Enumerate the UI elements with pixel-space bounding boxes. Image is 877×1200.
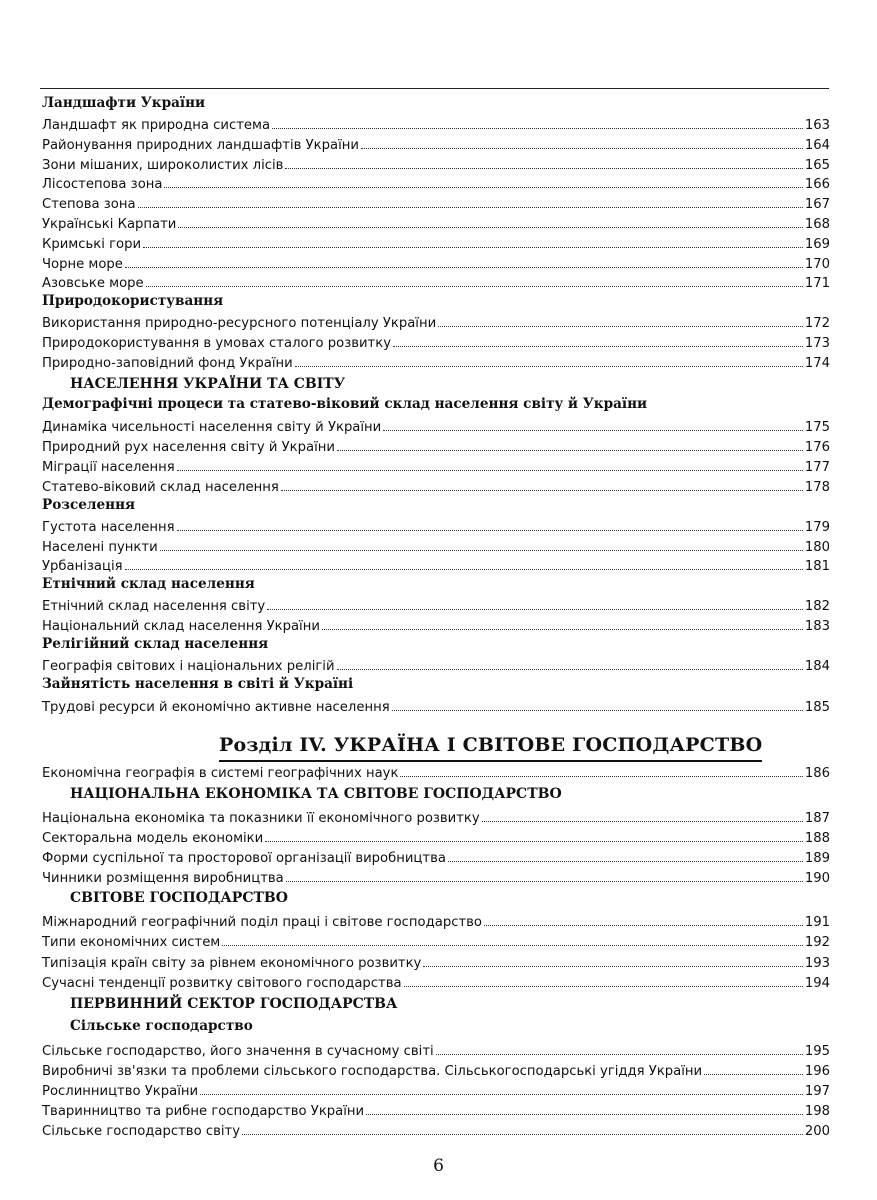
toc-entry-title: Зони мішаних, широколистих лісів [42, 158, 284, 173]
toc-entry-title: Ландшафт як природна система [42, 118, 271, 133]
toc-entry [42, 656, 830, 676]
toc-entry-title: Густота населення [42, 520, 175, 535]
dot-leader [177, 517, 803, 531]
subsection-heading: Демографічні процеси та статево-віковий склад населення світу й України [42, 396, 648, 412]
toc-entry [42, 273, 830, 293]
toc-entry-page: 177 [804, 460, 830, 475]
toc-entry [42, 417, 830, 437]
toc-entry-page: 183 [804, 619, 830, 634]
section-heading: НАЦІОНАЛЬНА ЕКОНОМІКА ТА СВІТОВЕ ГОСПОДАРСТВО [70, 786, 562, 802]
dot-leader [322, 616, 803, 630]
toc-entry-title: Сільське господарство, його значення в сучасному світі [42, 1044, 434, 1059]
toc-entry [42, 194, 830, 214]
dot-leader [143, 234, 803, 248]
toc-entry-page: 196 [804, 1064, 830, 1079]
toc-entry [42, 953, 830, 973]
toc-entry-title: Сучасні тенденції розвитку світового господарства [42, 976, 402, 991]
toc-entry-page: 191 [804, 915, 830, 930]
toc-entry-page: 164 [804, 138, 830, 153]
toc-entry [42, 763, 830, 783]
toc-entry-title: Українські Карпати [42, 217, 177, 232]
subsection-heading: Зайнятість населення в світі й Україні [42, 676, 354, 692]
toc-entry [42, 828, 830, 848]
toc-entry-page: 197 [804, 1084, 830, 1099]
dot-leader [392, 697, 803, 711]
toc-entry-title: Природний рух населення світу й України [42, 440, 335, 455]
toc-entry-page: 198 [804, 1104, 830, 1119]
dot-leader [423, 953, 802, 967]
toc-entry-title: Національна економіка та показники її економічного розвитку [42, 811, 480, 826]
toc-entry-title: Трудові ресурси й економічно активне населення [42, 700, 390, 715]
toc-entry-title: Чинники розміщення виробництва [42, 871, 284, 886]
toc-entry-title: Національний склад населення України [42, 619, 320, 634]
toc-entry [42, 537, 830, 557]
toc-entry-page: 189 [804, 851, 830, 866]
toc-entry-page: 182 [804, 599, 830, 614]
toc-entry-page: 174 [804, 356, 830, 371]
toc-entry-title: Географія світових і національних релігій [42, 659, 335, 674]
toc-entry [42, 313, 830, 333]
dot-leader [267, 596, 803, 610]
toc-entry-page: 190 [804, 871, 830, 886]
toc-entry-title: Тваринництво та рибне господарство України [42, 1104, 365, 1119]
dot-leader [242, 1121, 803, 1135]
toc-entry-title: Азовське море [42, 276, 144, 291]
dot-leader [704, 1061, 803, 1075]
toc-entry [42, 1121, 830, 1141]
toc-entry-title: Районування природних ландшафтів України [42, 138, 359, 153]
subsection-heading: Розселення [42, 497, 136, 513]
toc-entry-page: 187 [804, 811, 830, 826]
toc-entry-page: 169 [804, 237, 830, 252]
toc-entry-title: Типи економічних систем [42, 935, 221, 950]
toc-entry-page: 188 [804, 831, 830, 846]
toc-entry [42, 254, 830, 274]
dot-leader [200, 1081, 803, 1095]
toc-entry-page: 179 [804, 520, 830, 535]
toc-entry [42, 1041, 830, 1061]
toc-entry-title: Лісостепова зона [42, 177, 163, 192]
toc-entry-title: Виробничі зв'язки та проблеми сільського господарства. Сільськогосподарські угіддя України [42, 1064, 703, 1079]
subsection-heading: Сільське господарство [70, 1018, 253, 1034]
section-heading: СВІТОВЕ ГОСПОДАРСТВО [70, 890, 288, 906]
toc-entry [42, 457, 830, 477]
dot-leader [160, 537, 803, 551]
toc-entry-title: Міжнародний географічний поділ праці і світове господарство [42, 915, 482, 930]
toc-entry-title: Сільське господарство світу [42, 1124, 241, 1139]
toc-entry-page: 167 [804, 197, 830, 212]
toc-entry-title: Кримські гори [42, 237, 142, 252]
toc-entry [42, 973, 830, 993]
toc-entry [42, 437, 830, 457]
toc-entry-page: 165 [804, 158, 830, 173]
toc-entry-title: Населені пункти [42, 540, 158, 555]
dot-leader [177, 457, 803, 471]
toc-entry [42, 868, 830, 888]
dot-leader [138, 194, 803, 208]
dot-leader [366, 1101, 803, 1115]
toc-entry [42, 477, 830, 497]
toc-entry [42, 1061, 830, 1081]
toc-entry [42, 517, 830, 537]
dot-leader [222, 932, 803, 946]
toc-entry-page: 181 [804, 559, 830, 574]
toc-entry [42, 596, 830, 616]
toc-entry-page: 168 [804, 217, 830, 232]
toc-entry-title: Економічна географія в системі географічних наук [42, 766, 399, 781]
toc-entry-title: Степова зона [42, 197, 136, 212]
toc-entry-title: Природокористування в умовах сталого розвитку [42, 336, 391, 351]
toc-entry-page: 180 [804, 540, 830, 555]
toc-entry-title: Використання природно-ресурсного потенціалу України [42, 316, 437, 331]
toc-entry [42, 353, 830, 373]
toc-entry [42, 135, 830, 155]
toc-entry-title: Міграції населення [42, 460, 175, 475]
dot-leader [295, 353, 803, 367]
toc-entry [42, 1101, 830, 1121]
page-number: 6 [433, 1156, 444, 1176]
dot-leader [337, 437, 803, 451]
dot-leader [272, 115, 803, 129]
toc-entry-page: 166 [804, 177, 830, 192]
toc-entry-title: Типізація країн світу за рівнем економічного розвитку [42, 956, 422, 971]
part-heading: Розділ IV. УКРАЇНА І СВІТОВЕ ГОСПОДАРСТВО [219, 732, 762, 762]
dot-leader [285, 155, 802, 169]
toc-entry-page: 192 [804, 935, 830, 950]
toc-entry-page: 176 [804, 440, 830, 455]
toc-entry-title: Рослинництво України [42, 1084, 199, 1099]
toc-entry-page: 178 [804, 480, 830, 495]
dot-leader [400, 763, 802, 777]
toc-entry-page: 186 [804, 766, 830, 781]
toc-entry-page: 175 [804, 420, 830, 435]
toc-entry [42, 234, 830, 254]
dot-leader [337, 656, 803, 670]
top-rule [40, 88, 829, 89]
toc-entry-page: 173 [804, 336, 830, 351]
dot-leader [361, 135, 803, 149]
toc-entry [42, 616, 830, 636]
toc-entry-page: 195 [804, 1044, 830, 1059]
dot-leader [125, 556, 803, 570]
toc-entry [42, 848, 830, 868]
toc-entry-page: 163 [804, 118, 830, 133]
toc-entry-page: 184 [804, 659, 830, 674]
toc-entry [42, 333, 830, 353]
toc-entry-title: Форми суспільної та просторової організації виробництва [42, 851, 446, 866]
toc-entry [42, 115, 830, 135]
toc-entry [42, 214, 830, 234]
dot-leader [281, 477, 803, 491]
toc-entry [42, 556, 830, 576]
toc-entry [42, 932, 830, 952]
section-heading: ПЕРВИННИЙ СЕКТОР ГОСПОДАРСТВА [70, 996, 398, 1012]
dot-leader [436, 1041, 803, 1055]
dot-leader [393, 333, 803, 347]
dot-leader [404, 973, 803, 987]
dot-leader [484, 912, 803, 926]
subsection-heading: Релігійний склад населення [42, 636, 269, 652]
toc-entry-title: Секторальна модель економіки [42, 831, 264, 846]
dot-leader [482, 808, 803, 822]
section-heading: НАСЕЛЕННЯ УКРАЇНИ ТА СВІТУ [70, 376, 346, 392]
toc-entry [42, 155, 830, 175]
toc-entry-title: Урбанізація [42, 559, 123, 574]
toc-entry-page: 170 [804, 257, 830, 272]
toc-entry-page: 171 [804, 276, 830, 291]
toc-entry-title: Природно-заповідний фонд України [42, 356, 293, 371]
dot-leader [286, 868, 803, 882]
dot-leader [448, 848, 803, 862]
toc-entry [42, 808, 830, 828]
toc-entry-page: 194 [804, 976, 830, 991]
toc-entry [42, 1081, 830, 1101]
toc-entry-title: Динаміка чисельності населення світу й України [42, 420, 382, 435]
dot-leader [265, 828, 803, 842]
dot-leader [146, 273, 803, 287]
subsection-heading: Етнічний склад населення [42, 576, 255, 592]
dot-leader [178, 214, 802, 228]
toc-entry-title: Чорне море [42, 257, 123, 272]
toc-entry-page: 193 [804, 956, 830, 971]
toc-entry-page: 172 [804, 316, 830, 331]
toc-entry [42, 174, 830, 194]
subsection-heading: Ландшафти України [42, 95, 206, 111]
dot-leader [438, 313, 803, 327]
subsection-heading: Природокористування [42, 293, 224, 309]
dot-leader [164, 174, 802, 188]
toc-entry-page: 200 [804, 1124, 830, 1139]
dot-leader [125, 254, 803, 268]
toc-entry [42, 912, 830, 932]
toc-entry-page: 185 [804, 700, 830, 715]
dot-leader [383, 417, 803, 431]
toc-entry [42, 697, 830, 717]
toc-entry-title: Статево-віковий склад населення [42, 480, 279, 495]
toc-entry-title: Етнічний склад населення світу [42, 599, 266, 614]
